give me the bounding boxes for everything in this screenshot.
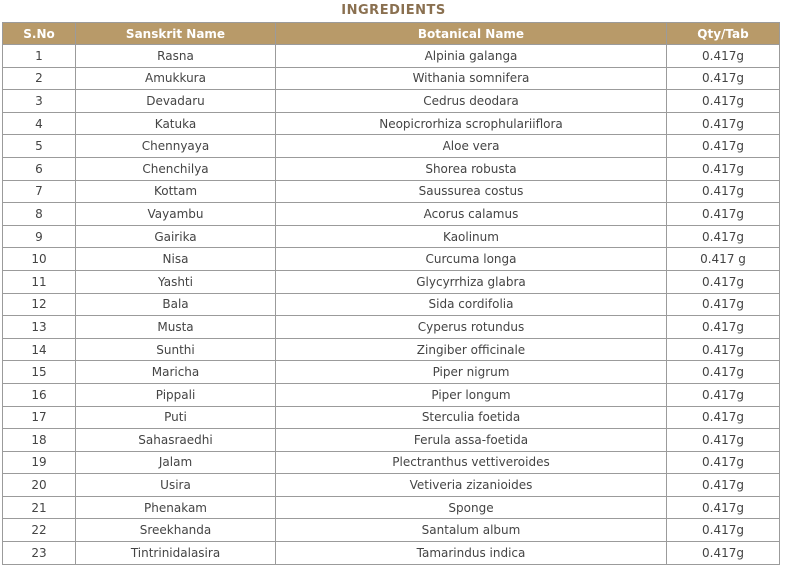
cell-qty: 0.417g [667,112,780,135]
cell-sno: 8 [3,203,76,226]
cell-sanskrit-name: Sreekhanda [76,519,276,542]
cell-qty: 0.417g [667,406,780,429]
cell-sno: 18 [3,429,76,452]
cell-qty: 0.417g [667,180,780,203]
cell-sno: 17 [3,406,76,429]
cell-sanskrit-name: Gairika [76,225,276,248]
cell-qty: 0.417g [667,338,780,361]
cell-sno: 6 [3,157,76,180]
table-row [3,270,780,293]
cell-botanical-name: Withania somnifera [276,67,667,90]
cell-botanical-name: Saussurea costus [276,180,667,203]
cell-sanskrit-name: Usira [76,474,276,497]
cell-qty: 0.417g [667,90,780,113]
table-row [3,225,780,248]
cell-botanical-name: Curcuma longa [276,248,667,271]
cell-qty: 0.417g [667,451,780,474]
cell-sno: 4 [3,112,76,135]
cell-qty: 0.417g [667,361,780,384]
cell-sanskrit-name: Nisa [76,248,276,271]
cell-sno: 5 [3,135,76,158]
table-row [3,157,780,180]
cell-sno: 7 [3,180,76,203]
cell-qty: 0.417g [667,270,780,293]
cell-sno: 12 [3,293,76,316]
cell-qty: 0.417g [667,67,780,90]
cell-qty: 0.417g [667,293,780,316]
cell-sno: 14 [3,338,76,361]
table-row [3,406,780,429]
cell-sanskrit-name: Sunthi [76,338,276,361]
cell-qty: 0.417 g [667,248,780,271]
cell-botanical-name: Sterculia foetida [276,406,667,429]
table-row [3,383,780,406]
cell-sanskrit-name: Chennyaya [76,135,276,158]
table-row [3,293,780,316]
cell-botanical-name: Alpinia galanga [276,45,667,68]
header-sanskrit-name: Sanskrit Name [76,23,276,45]
table-row [3,361,780,384]
cell-botanical-name: Sponge [276,496,667,519]
table-row [3,180,780,203]
table-row [3,451,780,474]
cell-sanskrit-name: Rasna [76,45,276,68]
cell-botanical-name: Plectranthus vettiveroides [276,451,667,474]
cell-sanskrit-name: Phenakam [76,496,276,519]
cell-sanskrit-name: Jalam [76,451,276,474]
cell-sanskrit-name: Puti [76,406,276,429]
cell-botanical-name: Sida cordifolia [276,293,667,316]
cell-sanskrit-name: Kottam [76,180,276,203]
cell-botanical-name: Vetiveria zizanioides [276,474,667,497]
cell-qty: 0.417g [667,316,780,339]
ingredients-table [2,22,780,565]
cell-botanical-name: Acorus calamus [276,203,667,226]
table-row [3,248,780,271]
table-header-row [3,23,780,45]
cell-sanskrit-name: Vayambu [76,203,276,226]
page-title: INGREDIENTS [341,3,446,18]
table-row [3,429,780,452]
cell-qty: 0.417g [667,542,780,565]
cell-sno: 19 [3,451,76,474]
cell-qty: 0.417g [667,519,780,542]
cell-sno: 23 [3,542,76,565]
cell-sno: 3 [3,90,76,113]
table-row [3,203,780,226]
cell-qty: 0.417g [667,474,780,497]
header-sno: S.No [3,23,76,45]
cell-sno: 20 [3,474,76,497]
cell-sanskrit-name: Musta [76,316,276,339]
cell-qty: 0.417g [667,135,780,158]
cell-qty: 0.417g [667,45,780,68]
cell-sanskrit-name: Tintrinidalasira [76,542,276,565]
cell-sanskrit-name: Sahasraedhi [76,429,276,452]
cell-sanskrit-name: Bala [76,293,276,316]
table-row [3,90,780,113]
cell-sno: 21 [3,496,76,519]
cell-botanical-name: Cedrus deodara [276,90,667,113]
cell-sno: 22 [3,519,76,542]
cell-sanskrit-name: Devadaru [76,90,276,113]
cell-sanskrit-name: Maricha [76,361,276,384]
table-row [3,542,780,565]
cell-botanical-name: Ferula assa-foetida [276,429,667,452]
cell-botanical-name: Cyperus rotundus [276,316,667,339]
cell-sno: 13 [3,316,76,339]
cell-qty: 0.417g [667,383,780,406]
cell-botanical-name: Aloe vera [276,135,667,158]
cell-sno: 2 [3,67,76,90]
cell-botanical-name: Tamarindus indica [276,542,667,565]
table-row [3,474,780,497]
header-botanical-name: Botanical Name [276,23,667,45]
cell-botanical-name: Zingiber officinale [276,338,667,361]
cell-sanskrit-name: Pippali [76,383,276,406]
cell-botanical-name: Shorea robusta [276,157,667,180]
cell-sno: 9 [3,225,76,248]
cell-sno: 10 [3,248,76,271]
cell-sanskrit-name: Yashti [76,270,276,293]
cell-sno: 11 [3,270,76,293]
table-row [3,496,780,519]
cell-sno: 1 [3,45,76,68]
cell-sno: 16 [3,383,76,406]
cell-qty: 0.417g [667,225,780,248]
cell-botanical-name: Glycyrrhiza glabra [276,270,667,293]
cell-qty: 0.417g [667,429,780,452]
cell-sanskrit-name: Amukkura [76,67,276,90]
cell-botanical-name: Piper longum [276,383,667,406]
table-row [3,338,780,361]
cell-sno: 15 [3,361,76,384]
header-qty-per-tab: Qty/Tab [667,23,780,45]
cell-qty: 0.417g [667,203,780,226]
cell-qty: 0.417g [667,157,780,180]
cell-sanskrit-name: Chenchilya [76,157,276,180]
table-row [3,519,780,542]
table-row [3,316,780,339]
cell-sanskrit-name: Katuka [76,112,276,135]
cell-botanical-name: Santalum album [276,519,667,542]
cell-qty: 0.417g [667,496,780,519]
cell-botanical-name: Neopicrorhiza scrophulariiflora [276,112,667,135]
table-row [3,112,780,135]
cell-botanical-name: Piper nigrum [276,361,667,384]
table-row [3,45,780,68]
table-row [3,67,780,90]
cell-botanical-name: Kaolinum [276,225,667,248]
table-row [3,135,780,158]
